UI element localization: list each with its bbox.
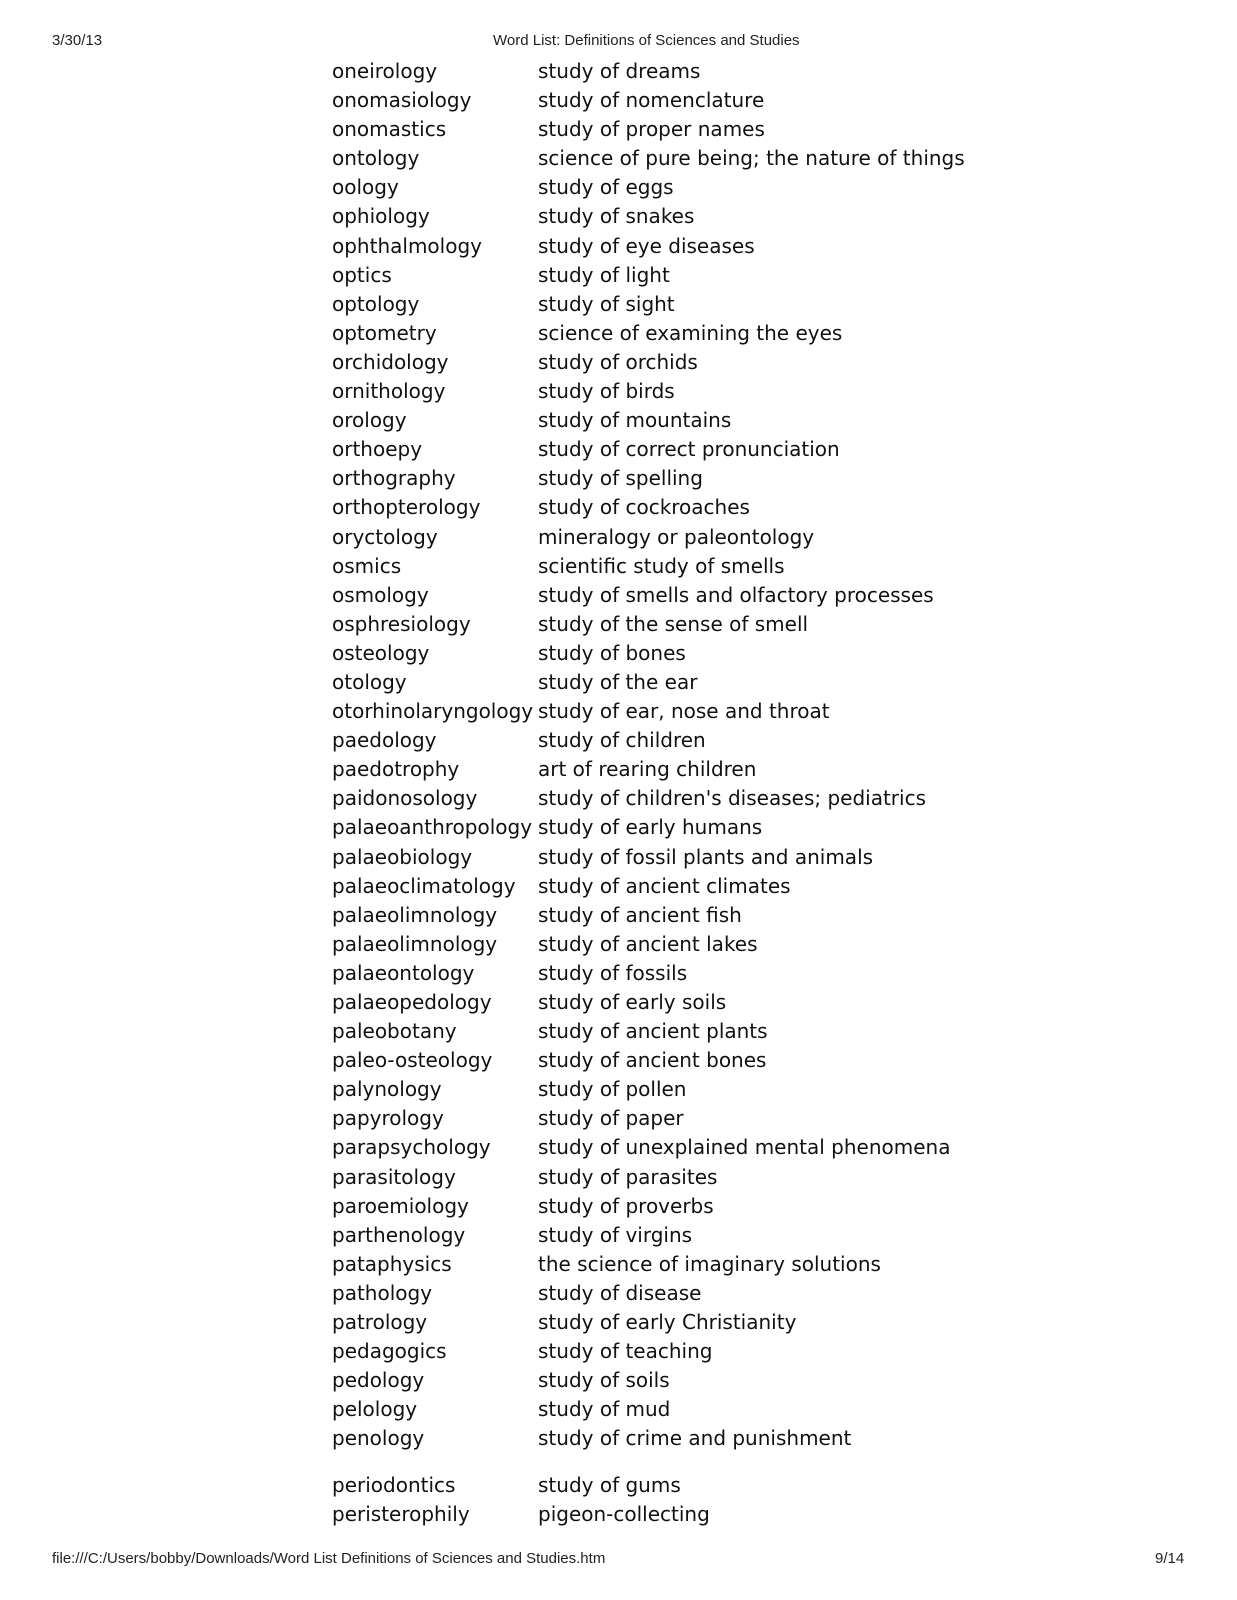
entry-term: patrology [332,1310,428,1335]
entry-definition: study of cockroaches [538,495,750,520]
entry-term: palaeolimnology [332,902,498,927]
entry-definition: study of crime and punishment [538,1426,852,1451]
list-item [0,1046,1237,1075]
entry-term: pedagogics [332,1339,447,1364]
entry-term: paleo-osteology [332,1048,493,1073]
entry-term: papyrology [332,1106,444,1131]
entry-term: peristerophily [332,1501,470,1526]
entry-definition: study of snakes [538,204,695,229]
list-item [0,1395,1237,1424]
entry-term: ontology [332,146,420,171]
list-item [0,1133,1237,1162]
entry-definition: study of ancient plants [538,1019,768,1044]
entry-definition: study of early soils [538,990,727,1014]
list-item [0,464,1237,493]
list-item [0,930,1237,959]
list-item [0,1163,1237,1192]
entry-definition: study of gums [538,1472,681,1497]
list-item [0,1308,1237,1337]
entry-term: oology [332,175,399,200]
entry-term: orthopterology [332,495,481,520]
print-date: 3/30/13 [52,32,103,49]
entry-term: palaeobiology [332,844,473,869]
entry-term: palynology [332,1077,442,1102]
entry-definition: study of ancient lakes [538,931,758,956]
entry-term: orology [332,408,407,433]
entry-term: palaeoclimatology [332,873,516,898]
entry-term: oneirology [332,59,438,83]
entry-definition: study of fossil plants and animals [538,844,874,869]
list-item [0,581,1237,610]
list-item [0,901,1237,930]
entry-term: paleobotany [332,1019,457,1044]
entry-term: otology [332,669,407,694]
entry-term: osphresiology [332,611,471,636]
entry-term: optology [332,291,420,316]
list-item [0,1250,1237,1279]
entry-term: parapsychology [332,1135,491,1160]
list-item [0,406,1237,435]
entry-definition: science of pure being; the nature of things [538,146,965,171]
entry-term: pelology [332,1397,418,1422]
entry-definition: study of ancient climates [538,873,791,898]
entry-definition: study of ear, nose and throat [538,699,830,724]
entry-term: ophiology [332,204,430,229]
list-item [0,1279,1237,1308]
entry-definition: the science of imaginary solutions [538,1251,881,1276]
entry-term: periodontics [332,1472,456,1497]
list-item [0,1192,1237,1221]
list-item [0,1221,1237,1250]
list-item [0,319,1237,348]
list-item [0,843,1237,872]
list-item [0,988,1237,1017]
entry-definition: study of early humans [538,815,763,840]
entry-term: parasitology [332,1164,456,1189]
entry-term: orchidology [332,349,449,374]
entry-term: ophthalmology [332,233,482,258]
entry-term: orthography [332,466,456,491]
entry-definition: study of spelling [538,466,703,491]
entry-definition: study of soils [538,1368,670,1393]
entry-definition: study of smells and olfactory processes [538,582,934,607]
list-item [0,261,1237,290]
entry-term: penology [332,1426,425,1451]
entry-definition: science of examining the eyes [538,320,843,345]
entry-term: palaeoanthropology [332,815,533,840]
entry-definition: study of proper names [538,117,765,142]
list-item [0,493,1237,522]
list-item [0,348,1237,377]
entry-term: palaeontology [332,960,475,985]
list-item [0,57,1237,86]
list-item [0,1104,1237,1133]
list-item [0,959,1237,988]
entry-definition: study of ancient fish [538,902,742,927]
entry-term: pathology [332,1280,433,1305]
entry-definition: pigeon-collecting [538,1501,710,1526]
entry-term: oryctology [332,524,438,549]
entry-definition: study of mud [538,1397,671,1422]
entry-definition: study of children [538,728,706,753]
entry-definition: study of paper [538,1106,684,1131]
entry-term: optometry [332,320,437,345]
list-item [0,1366,1237,1395]
entry-definition: mineralogy or paleontology [538,524,815,549]
list-item [0,1471,1237,1500]
entry-definition: art of rearing children [538,757,757,782]
entry-term: pataphysics [332,1251,452,1276]
entry-definition: study of nomenclature [538,88,765,113]
entry-term: paroemiology [332,1193,469,1218]
list-item [0,726,1237,755]
list-item [0,813,1237,842]
entry-definition: study of light [538,262,670,287]
entry-definition: study of proverbs [538,1193,714,1218]
entry-term: ornithology [332,379,446,404]
entry-term: onomastics [332,117,447,142]
list-item [0,784,1237,813]
entry-definition: scientific study of smells [538,553,785,578]
list-item [0,1337,1237,1366]
entry-term: palaeolimnology [332,931,498,956]
entry-definition: study of dreams [538,59,701,83]
entry-definition: study of birds [538,379,675,404]
entry-definition: study of pollen [538,1077,687,1102]
list-item [0,173,1237,202]
list-item [0,144,1237,173]
entry-term: pedology [332,1368,425,1393]
entry-term: optics [332,262,392,287]
list-item [0,377,1237,406]
entry-definition: study of eye diseases [538,233,755,258]
entry-definition: study of parasites [538,1164,718,1189]
page-number: 9/14 [1155,1550,1185,1567]
list-item [0,755,1237,784]
list-item [0,1424,1237,1453]
entry-term: orthoepy [332,437,423,462]
list-item [0,290,1237,319]
entry-definition: study of ancient bones [538,1048,767,1073]
entry-definition: study of fossils [538,960,688,985]
entry-definition: study of bones [538,640,686,665]
entry-definition: study of unexplained mental phenomena [538,1135,951,1160]
list-item [0,1017,1237,1046]
entry-term: paedotrophy [332,757,460,782]
entry-term: onomasiology [332,88,472,113]
entry-term: otorhinolaryngology [332,699,534,724]
file-path: file:///C:/Users/bobby/Downloads/Word List Definitions of Sciences and Studies.htm [52,1550,606,1567]
list-item [0,115,1237,144]
entry-term: osmics [332,553,402,578]
entry-definition: study of eggs [538,175,674,200]
word-list [0,57,1237,1529]
list-item [0,232,1237,261]
list-item [0,668,1237,697]
entry-definition: study of early Christianity [538,1310,797,1335]
entry-definition: study of mountains [538,408,732,433]
entry-term: palaeopedology [332,990,492,1014]
page-title: Word List: Definitions of Sciences and Studies [493,32,800,49]
list-item [0,435,1237,464]
entry-term: paedology [332,728,437,753]
list-item [0,86,1237,115]
list-item [0,202,1237,231]
entry-definition: study of disease [538,1280,702,1305]
entry-definition: study of virgins [538,1222,693,1247]
entry-definition: study of children's diseases; pediatrics [538,786,926,811]
entry-term: osteology [332,640,430,665]
entry-term: parthenology [332,1222,466,1247]
list-item [0,639,1237,668]
entry-definition: study of orchids [538,349,698,374]
entry-term: paidonosology [332,786,478,811]
entry-definition: study of teaching [538,1339,713,1364]
list-item [0,1075,1237,1104]
entry-definition: study of sight [538,291,675,316]
entry-definition: study of correct pronunciation [538,437,840,462]
entry-definition: study of the sense of smell [538,611,809,636]
list-item [0,872,1237,901]
list-item [0,552,1237,581]
entry-definition: study of the ear [538,669,698,694]
list-item [0,697,1237,726]
list-item [0,1500,1237,1529]
entry-term: osmology [332,582,429,607]
list-item [0,610,1237,639]
list-item [0,523,1237,552]
